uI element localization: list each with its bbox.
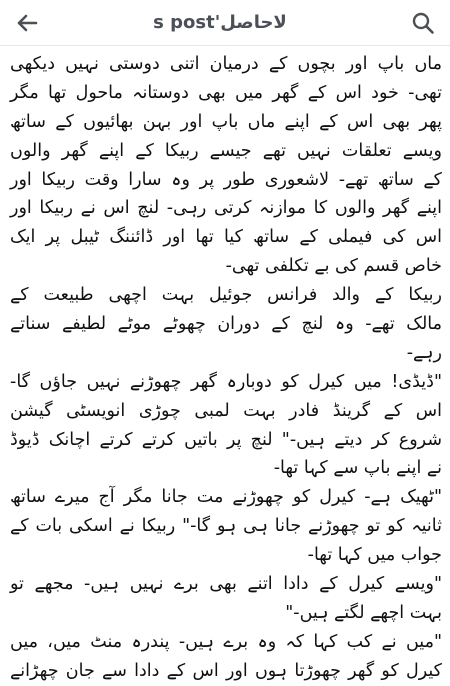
post-text-line: جواب میں کہا تھا- [307,545,442,566]
post-body [0,50,450,681]
post-text-line: نے اپنے باپ سے کہا تھا- [273,458,442,479]
post-text-line: خاص قسم کی بے تکلفی تھی- [225,256,442,277]
search-icon [411,11,435,35]
post-text-line: ویسے تعلقات نہیں تھے جیسے ربیکا کے اپنے گھر والوں [10,140,442,161]
post-text-line: ماں باپ اور بچوں کے درمیان اتنی دوستی نہیں دیکھی [10,54,442,74]
post-text-line: شروع کر دیتے ہیں-" لنچ پر باتیں کرتے کرتے اچانک ڈیوڈ [10,429,442,450]
post-text-line: اپنے گھر والوں کا موازنہ کرتی رہی- لنچ اس نے ربیکا اور [10,198,442,219]
back-arrow-icon [16,12,38,34]
post-text-line: کے ساتھ تھے- لاشعوری طور پر وہ سارا وقت ربیکا اور [10,169,442,190]
post-text-line: "ویسے کیرل کے دادا اتنے بھی برے نہیں ہیں- مجھے تو [10,574,442,595]
post-text-line: بہت اچھے لگتے ہیں-" [285,602,442,623]
post-text-line: تھی- خود اس کے گھر میں بھی دوستانہ ماحول تھا مگر [10,82,442,103]
back-button[interactable] [10,6,44,40]
post-text-line: "ڈیڈی! میں کیرل کو دوبارہ گھر چھوڑنے نہیں جاؤں گا- [10,371,442,392]
post-text-line: کیرل کو گھر چھوڑتا ہوں اور اس کے دادا سے جان چھڑانے [10,660,442,681]
post-text-line: پھر بھی اس کے اپنے ماں باپ اور بہن بھائیوں کے ساتھ [10,111,442,132]
post-text-line: مالک تھے- وہ لنچ کے دوران چھوٹے موٹے لطیفے سناتے [10,314,442,335]
post-text-line: ربیکا کے والد فرانس جوئیل بہت اچھی طبیعت کے [10,285,442,306]
post-text-line: رہے- [406,342,442,363]
post-text-line: ثانیہ کو تو چھوڑنے جانا ہی ہو گا-" ربیکا نے اسکی بات کے [10,516,442,537]
post-text-line: اس کی فیملی کے ساتھ کیا تھا اور ڈائننگ ٹیبل پر ایک [10,227,442,248]
search-button[interactable] [406,6,440,40]
post-text-line: "ٹھیک ہے- کیرل کو چھوڑنے مت جانا مگر آج میرے ساتھ [10,487,442,508]
page-title: لاحاصل's post [153,12,287,33]
top-app-bar [0,0,450,46]
post-text-line: "میں نے کب کہا کہ وہ برے ہیں- پندرہ منٹ میں، میں [10,631,442,652]
post-text-line: اس کے گرینڈ فادر بہت لمبی چوڑی انویسٹی گیشن [10,400,442,421]
